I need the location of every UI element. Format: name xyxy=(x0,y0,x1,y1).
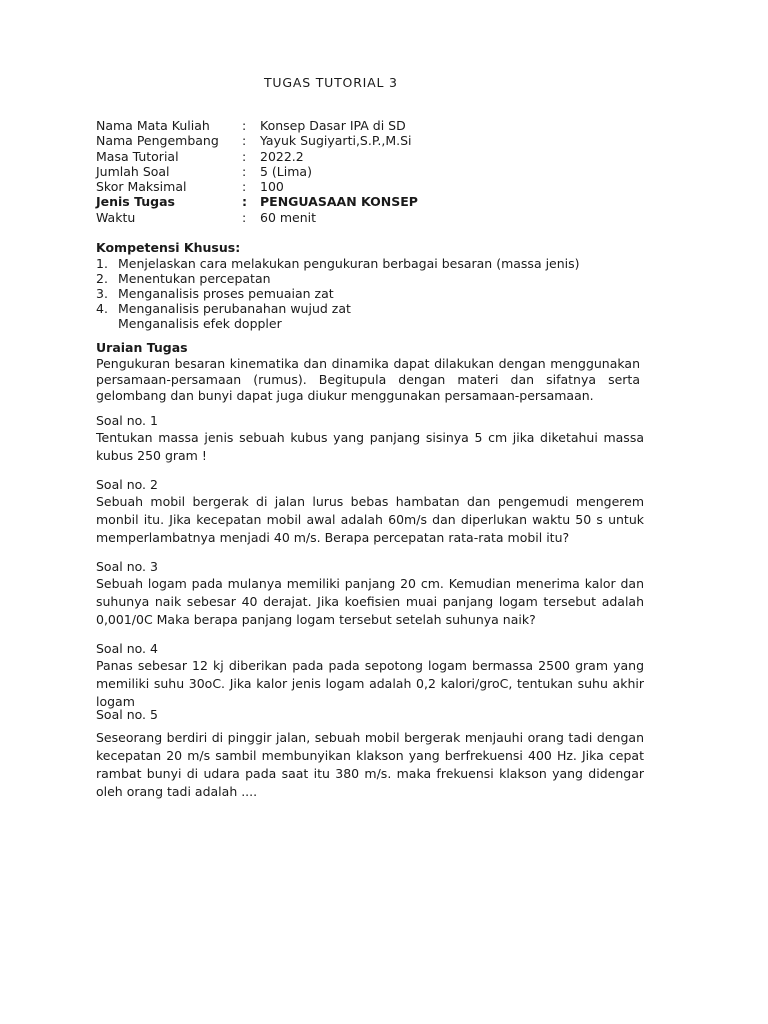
kompetensi-text: Menjelaskan cara melakukan pengukuran berbagai besaran (massa jenis) xyxy=(118,256,580,271)
meta-row-jumlah-soal xyxy=(96,164,418,179)
kompetensi-number: 1. xyxy=(96,256,108,271)
uraian-section xyxy=(96,340,640,404)
soal-1 xyxy=(96,413,644,465)
soal-text: Seseorang berdiri di pinggir jalan, sebuah mobil bergerak menjauhi orang tadi dengan kecepatan 20 m/s sambil membunyikan klakson yang berfrekuensi 400 Hz. Jika cepat rambat bunyi di udara pada saat itu 380 m/s. maka frekuensi klakson yang didengar oleh orang tadi adalah .... xyxy=(96,730,644,799)
soal-title: Soal no. 5 xyxy=(96,707,158,722)
meta-value: Konsep Dasar IPA di SD xyxy=(260,118,406,133)
kompetensi-text: Menganalisis proses pemuaian zat xyxy=(118,286,334,301)
meta-colon: : xyxy=(242,179,247,195)
soal-text: Panas sebesar 12 kj diberikan pada pada sepotong logam bermassa 2500 gram yang memiliki suhu 30oC. Jika kalor jenis logam adalah 0,2 kalori/groC, tentukan suhu akhir logam xyxy=(96,658,644,709)
soal-3 xyxy=(96,559,644,629)
meta-label: Nama Pengembang xyxy=(96,133,219,149)
soal-5 xyxy=(96,707,644,801)
kompetensi-text: Menentukan percepatan xyxy=(118,271,271,286)
meta-value: 60 menit xyxy=(260,209,317,225)
kompetensi-section xyxy=(96,240,580,331)
meta-label: Nama Mata Kuliah xyxy=(96,118,210,133)
meta-row-pengembang xyxy=(96,133,418,148)
kompetensi-text: Menganalisis perubanahan wujud zat xyxy=(118,301,351,316)
kompetensi-number: 2. xyxy=(96,271,108,286)
kompetensi-item xyxy=(96,256,580,271)
kompetensi-item xyxy=(96,271,580,286)
meta-colon: : xyxy=(242,133,247,149)
uraian-heading: Uraian Tugas xyxy=(96,340,188,355)
meta-row-mata-kuliah xyxy=(96,118,418,133)
meta-label: Jumlah Soal xyxy=(96,163,170,179)
meta-value: 2022.2 xyxy=(260,148,304,164)
soal-2 xyxy=(96,477,644,547)
uraian-text: Pengukuran besaran kinematika dan dinamika dapat dilakukan dengan menggunakan persamaan-persamaan (rumus). Begitupula dengan materi dan sifatnya serta gelombang dan bunyi dapat juga diukur menggunakan persamaan-persamaan. xyxy=(96,356,640,403)
meta-label: Waktu xyxy=(96,209,136,225)
soal-title: Soal no. 3 xyxy=(96,559,158,574)
soal-title: Soal no. 2 xyxy=(96,477,158,492)
soal-title: Soal no. 4 xyxy=(96,641,158,656)
kompetensi-item xyxy=(96,301,580,316)
soal-title: Soal no. 1 xyxy=(96,413,158,428)
meta-row-masa-tutorial xyxy=(96,149,418,164)
soal-text: Sebuah mobil bergerak di jalan lurus bebas hambatan dan pengemudi mengerem monbil itu. Jika kecepatan mobil awal adalah 60m/s dan diperlukan waktu 50 s untuk memperlambatnya menjadi 40 m/s. Berapa percepatan rata-rata mobil itu? xyxy=(96,494,644,545)
soal-text: Tentukan massa jenis sebuah kubus yang panjang sisinya 5 cm jika diketahui massa kubus 250 gram ! xyxy=(96,430,644,463)
meta-table xyxy=(96,118,418,225)
kompetensi-text: Menganalisis efek doppler xyxy=(118,316,282,331)
meta-row-skor-maksimal xyxy=(96,179,418,194)
meta-label: Masa Tutorial xyxy=(96,148,179,164)
meta-label: Jenis Tugas xyxy=(96,194,175,210)
meta-label: Skor Maksimal xyxy=(96,179,187,195)
meta-colon: : xyxy=(242,148,247,164)
meta-value: 5 (Lima) xyxy=(260,163,312,179)
meta-value: PENGUASAAN KONSEP xyxy=(260,194,418,210)
soal-4 xyxy=(96,641,644,711)
meta-colon: : xyxy=(242,194,247,210)
meta-row-waktu xyxy=(96,210,418,225)
document-title: TUGAS TUTORIAL 3 xyxy=(264,75,398,90)
kompetensi-heading: Kompetensi Khusus: xyxy=(96,240,241,255)
meta-colon: : xyxy=(242,163,247,179)
kompetensi-number: 3. xyxy=(96,286,108,301)
meta-colon: : xyxy=(242,118,247,133)
meta-value: Yayuk Sugiyarti,S.P.,M.Si xyxy=(260,133,412,149)
soal-text: Sebuah logam pada mulanya memiliki panjang 20 cm. Kemudian menerima kalor dan suhunya naik sebesar 40 derajat. Jika koefisien muai panjang logam tersebut adalah 0,001/0C Maka berapa panjang logam tersebut setelah suhunya naik? xyxy=(96,576,644,627)
kompetensi-item xyxy=(96,316,580,331)
meta-colon: : xyxy=(242,209,247,225)
kompetensi-number: 4. xyxy=(96,301,108,316)
meta-row-jenis-tugas xyxy=(96,194,418,209)
meta-value: 100 xyxy=(260,179,284,195)
kompetensi-item xyxy=(96,286,580,301)
